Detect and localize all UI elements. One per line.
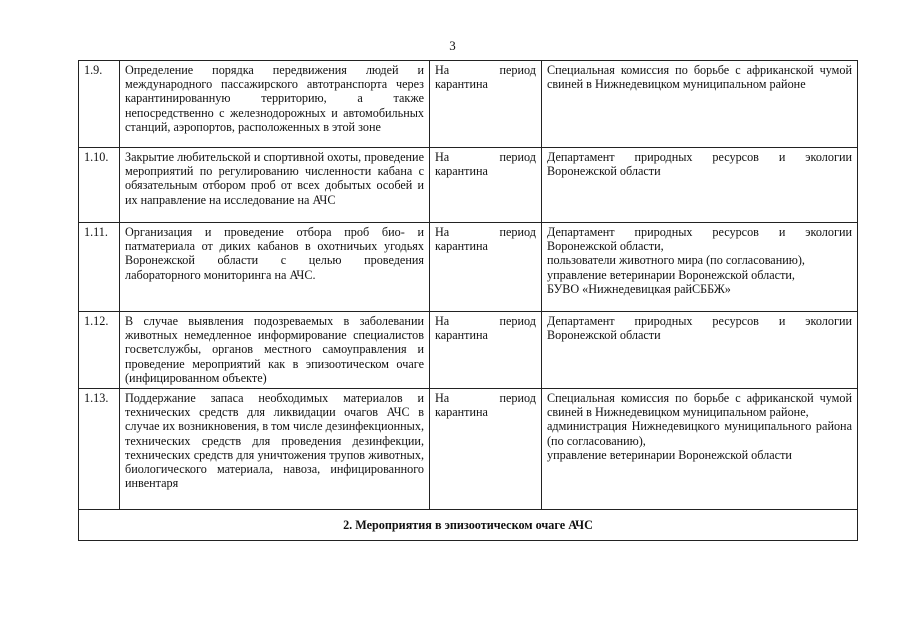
measure-term	[430, 312, 542, 389]
section-heading: 2. Мероприятия в эпизоотическом очаге АЧС	[79, 510, 858, 541]
measure-term	[430, 223, 542, 312]
term-word-na: На	[435, 63, 450, 77]
term-word-quarantine: карантина	[435, 405, 488, 420]
page-number: 3	[449, 38, 456, 53]
responsible-line: управление ветеринарии Воронежской области,	[547, 267, 795, 282]
section-heading-row	[79, 510, 858, 541]
row-number: 1.12.	[79, 312, 120, 389]
row-number: 1.10.	[79, 148, 120, 223]
term-word-period: период	[499, 391, 536, 405]
table-row	[79, 312, 858, 389]
measure-term	[430, 389, 542, 510]
term-word-period: период	[499, 314, 536, 328]
measure-description: Определение порядка передвижения людей и международного пассажирского автотранспорта через карантинированную территорию, а также непосредственно с железнодорожных и автомобильных станций, аэропортов, расположенных в этой зоне	[120, 61, 430, 148]
measure-term	[430, 61, 542, 148]
responsible-line: Специальная комиссия по борьбе с африканской чумой свиней в Нижнедевицком муниципальном районе,	[547, 391, 852, 420]
responsible-line: пользователи животного мира (по согласованию),	[547, 253, 805, 268]
measure-term	[430, 148, 542, 223]
measure-description: Организация и проведение отбора проб био- и патматериала от диких кабанов в охотничьих угодьях Воронежской области с целью проведения лабораторного мониторинга на АЧС.	[120, 223, 430, 312]
responsible-line: Департамент природных ресурсов и экологии Воронежской области	[547, 314, 852, 343]
term-word-quarantine: карантина	[435, 77, 488, 92]
term-word-na: На	[435, 314, 450, 328]
term-word-period: период	[499, 225, 536, 239]
term-word-quarantine: карантина	[435, 164, 488, 179]
term-word-quarantine: карантина	[435, 328, 488, 343]
term-word-period: период	[499, 150, 536, 164]
table-row	[79, 389, 858, 510]
table-row	[79, 61, 858, 148]
measure-responsible	[542, 389, 858, 510]
measure-responsible	[542, 148, 858, 223]
table-row	[79, 223, 858, 312]
responsible-line: БУВО «Нижнедевицкая райСББЖ»	[547, 281, 731, 296]
row-number: 1.9.	[79, 61, 120, 148]
measure-description: Поддержание запаса необходимых материалов и технических средств для ликвидации очагов АЧС в случае их возникновения, в том числе дезинфекционных, технических средств для проведения дезинфекции, технических средств для уничтожения трупов животных, биологического материала, навоза, инфицированного инвентаря	[120, 389, 430, 510]
term-word-na: На	[435, 225, 450, 239]
responsible-line: Департамент природных ресурсов и экологии Воронежской области	[547, 150, 852, 179]
measure-responsible	[542, 223, 858, 312]
table-row	[79, 148, 858, 223]
term-word-period: период	[499, 63, 536, 77]
measure-responsible	[542, 312, 858, 389]
responsible-line: Специальная комиссия по борьбе с африканской чумой свиней в Нижнедевицком муниципальном районе	[547, 63, 852, 92]
measure-responsible	[542, 61, 858, 148]
responsible-line: управление ветеринарии Воронежской области	[547, 447, 792, 462]
measures-table	[78, 60, 858, 541]
term-word-quarantine: карантина	[435, 239, 488, 254]
row-number: 1.13.	[79, 389, 120, 510]
term-word-na: На	[435, 391, 450, 405]
measure-description: Закрытие любительской и спортивной охоты, проведение мероприятий по регулированию численности кабана с обязательным отбором проб от всех добытых особей и их направление на исследование на АЧС	[120, 148, 430, 223]
responsible-line: администрация Нижнедевицкого муниципального района (по согласованию),	[547, 419, 852, 448]
term-word-na: На	[435, 150, 450, 164]
measure-description: В случае выявления подозреваемых в заболевании животных немедленное информирование специалистов госветслужбы, органов местного самоуправления и проведение мероприятий как в эпизоотическом очаге (инфицированном объекте)	[120, 312, 430, 389]
row-number: 1.11.	[79, 223, 120, 312]
responsible-line: Департамент природных ресурсов и экологии Воронежской области,	[547, 225, 852, 254]
